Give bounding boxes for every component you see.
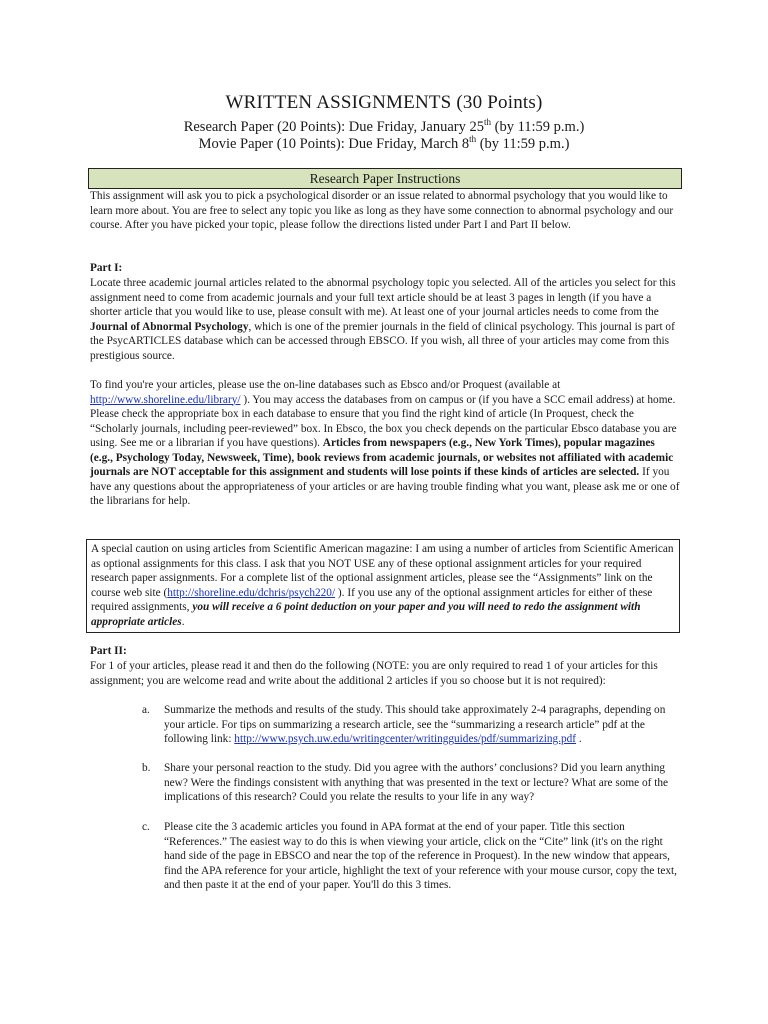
- part1-text-after: , which is one of the premier journals in the field of clinical psychology. This journal is part of the PsycARTICLES database which can be accessed through EBSCO. If you wish, all three of your articles may come from this prestigious source.: [90, 320, 675, 362]
- caution-text-mid: ). If you use any of the optional assignment articles for either of these required assignments,: [91, 586, 653, 613]
- find-text-before: To find you're your articles, please use the on-line databases such as Ebsco and/or Proquest (available at: [90, 379, 561, 391]
- course-website-link[interactable]: http://shoreline.edu/dchris/psych220/: [167, 586, 336, 599]
- movie-due-time: (by 11:59 p.m.): [476, 135, 570, 152]
- movie-paper-due-line: [0, 134, 768, 153]
- research-due-text: Research Paper (20 Points): Due Friday, January 25: [183, 118, 484, 135]
- part2-heading: [90, 644, 680, 659]
- unacceptable-sources-warning: Articles from newspapers (e.g., New York Times), popular magazines (e.g., Psychology Today, Newsweek, Time), book reviews from academic journals, or websites not affiliated with academic journals are NOT acceptable for this assignment and students will lose points if these kinds of articles are selected.: [90, 437, 674, 478]
- summarizing-guide-link[interactable]: http://www.psych.uw.edu/writingcenter/writingguides/pdf/summarizing.pdf: [234, 733, 577, 745]
- list-item-content: Share your personal reaction to the study. Did you agree with the authors’ conclusions? Did you learn anything new? Were the findings consistent with anything that was presented in the text or lecture? What are some of the implications of this research? Could you relate the results to your life in any way?: [164, 762, 669, 803]
- intro-paragraph: This assignment will ask you to pick a psychological disorder or an issue related to abnormal psychology that you would like to learn more about. You are free to select any topic you like as long as they have some connection to abnormal psychology and our course. After you have picked your topic, please follow the directions listed under Part I and Part II below.: [90, 190, 674, 231]
- part1-heading-label: Part I:: [90, 262, 123, 274]
- journal-name: Journal of Abnormal Psychology: [90, 320, 249, 333]
- page-title: WRITTEN ASSIGNMENTS (30 Points): [225, 92, 543, 113]
- research-paper-due-line: [0, 117, 768, 136]
- summarize-text: Summarize the methods and results of the study. This should take approximately 2-4 paragraphs, depending on your article. For tips on summarizing a research article, see the “summarizing a research article” pdf at the following link:: [164, 704, 666, 745]
- list-marker: c.: [142, 821, 150, 833]
- research-due-time: (by 11:59 p.m.): [490, 118, 585, 135]
- movie-due-sup: th: [469, 134, 477, 144]
- list-marker: a.: [142, 704, 150, 716]
- summarize-text-end: .: [576, 733, 582, 745]
- list-item-content: [164, 703, 680, 747]
- find-text-after: If you have any questions about the appropriateness of your articles or are having trouble finding what you want, please ask me or one of the librarians for help.: [90, 466, 680, 507]
- movie-due-text: Movie Paper (10 Points): Due Friday, March 8: [198, 135, 470, 152]
- part1-text-before: Locate three academic journal articles related to the abnormal psychology topic you selected. All of the articles you select for this assignment need to come from academic journals and your full text article should be at least 3 pages in length (if you have a shorter article that you would like to use, please consult with me). At least one of your journal articles needs to come from the: [90, 277, 676, 318]
- list-marker: b.: [142, 762, 151, 774]
- part1-heading: [90, 261, 680, 276]
- research-due-sup: th: [483, 117, 491, 127]
- caution-text-end: .: [181, 615, 185, 628]
- section-header-research-paper-instructions: Research Paper Instructions: [88, 168, 682, 189]
- library-link[interactable]: http://www.shoreline.edu/library/: [90, 393, 241, 406]
- part1-paragraph: [90, 276, 680, 363]
- find-text-mid: ). You may access the databases from on campus or (if you have a SCC email address) at home. Please check the appropriate box in each database to ensure that you find the right kind of article (In Proquest, check the “Scholarly journals, including peer-reviewed” box. In Ebsco, the box you check depends on the particular Ebsco database you are using. See me or a librarian if you have questions).: [90, 393, 677, 449]
- part2-heading-label: Part II:: [90, 645, 127, 657]
- find-articles-paragraph: [90, 378, 680, 509]
- deduction-warning: you will receive a 6 point deduction on your paper and you will need to redo the assignment with appropriate articles: [91, 601, 641, 628]
- caution-text-before: A special caution on using articles from Scientific American magazine: I am using a number of articles from Scientific American as optional assignments for this class. I ask that you NOT USE any of these optional assignment articles for your required research paper assignments. For a complete list of the optional assignment articles, please see the “Assignments” link on the course web site (: [91, 543, 674, 599]
- list-item-content: Please cite the 3 academic articles you found in APA format at the end of your paper. Title this section “References.” The easiest way to do this is when viewing your article, click on the “Cite” link (it's on the right hand side of the page in EBSCO and near the top of the reference in Proquest). In the new window that appears, find the APA reference for your article, highlight the text of your reference with your mouse cursor, copy the text, and then paste it at the end of your paper. You'll do this 3 times.: [164, 821, 677, 891]
- caution-box: [86, 539, 680, 633]
- part2-paragraph: For 1 of your articles, please read it and then do the following (NOTE: you are only required to read 1 of your articles for this assignment; you are welcome read and write about the additional 2 articles if you so choose but it is not required):: [90, 660, 658, 687]
